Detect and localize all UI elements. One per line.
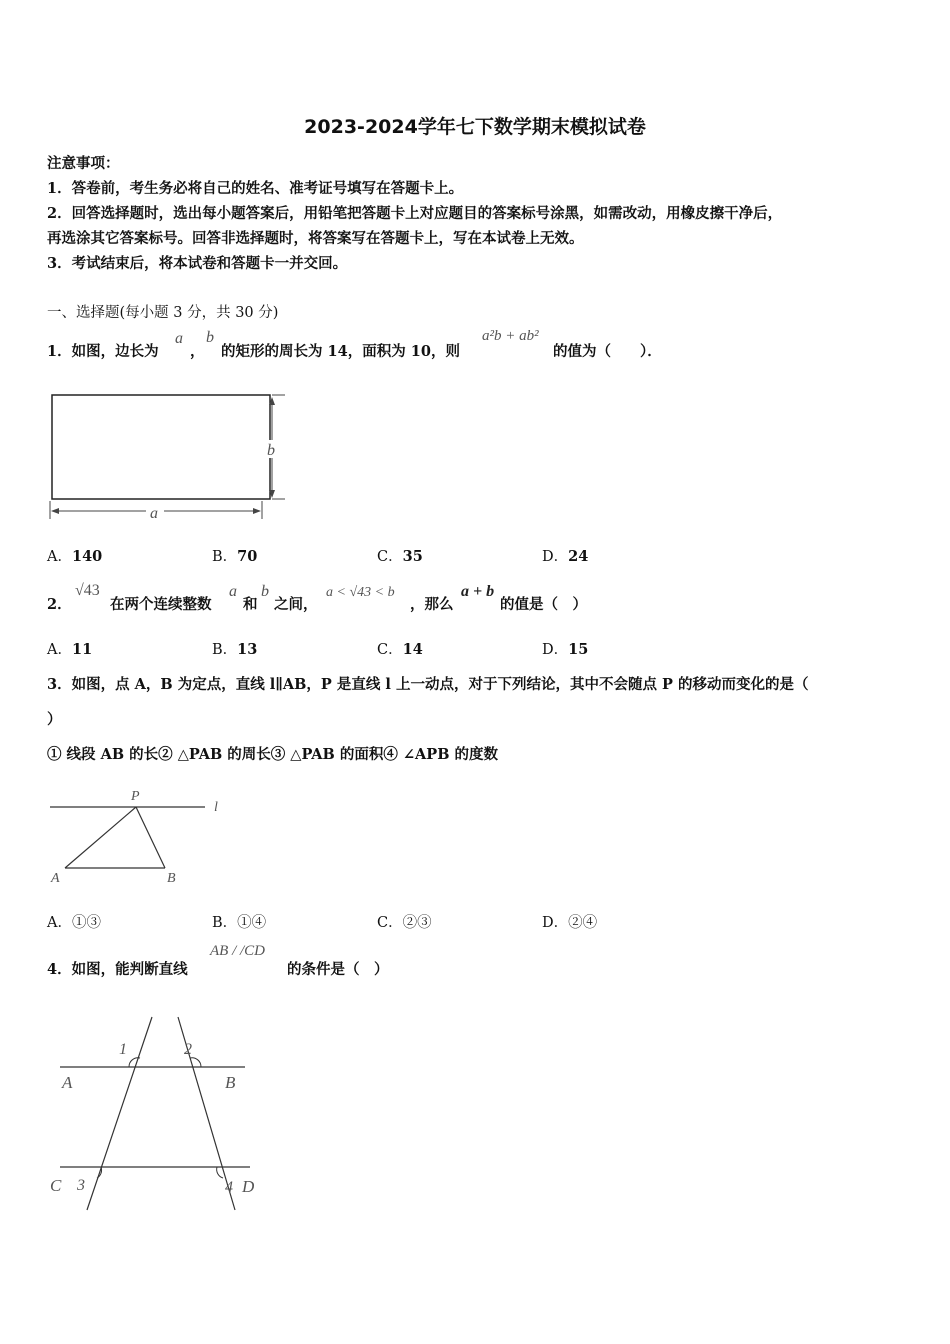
q3-line-2: ） xyxy=(47,711,62,728)
q2-text-part-2: 之间， xyxy=(274,596,318,613)
label-a: A xyxy=(51,871,60,886)
q1-option-b[interactable]: B．70 xyxy=(212,548,258,565)
q1-option-c[interactable]: C．35 xyxy=(377,548,423,565)
point-b-label: B xyxy=(225,1073,236,1092)
q1-option-a[interactable]: A．140 xyxy=(47,548,103,565)
angle-1-label: 1 xyxy=(119,1041,127,1058)
notice-item-1: 1．答卷前，考生务必将自己的姓名、准考证号填写在答题卡上。 xyxy=(47,180,464,197)
angle-4-label: 4 xyxy=(225,1179,233,1196)
q1-comma: ， xyxy=(190,343,205,360)
q1-expression: a²b + ab² xyxy=(482,328,539,344)
q2-option-d[interactable]: D．15 xyxy=(542,641,589,658)
q4-text-part-1: 4．如图，能判断直线 xyxy=(47,961,188,978)
q2-var-a: a xyxy=(229,583,237,600)
section-heading: 一、选择题(每小题 3 分，共 30 分) xyxy=(47,305,279,321)
notice-heading: 注意事项： xyxy=(47,155,120,172)
q2-var-b: b xyxy=(261,583,269,600)
q3-statements: ① 线段 AB 的长② △PAB 的周长③ △PAB 的面积④ ∠APB 的度数 xyxy=(47,746,499,763)
q1-var-a: a xyxy=(175,330,183,347)
q1-text-part-3: 的值为（ ）． xyxy=(553,343,662,360)
angle-3-label: 3 xyxy=(77,1177,85,1194)
q3-line-1: 3．如图，点 A，B 为定点，直线 l∥AB，P 是直线 l 上一动点，对于下列结论，其中不会随点 P 的移动而变化的是（ xyxy=(47,676,809,693)
point-a-label: A xyxy=(62,1073,73,1092)
notice-item-2-line-1: 2．回答选择题时，选出每小题答案后，用铅笔把答题卡上对应题目的答案标号涂黑，如需改动，用橡皮擦干净后， xyxy=(47,205,783,222)
q2-sqrt-43: √43 xyxy=(75,582,100,599)
q2-option-c[interactable]: C．14 xyxy=(377,641,423,658)
q1-text-part-2: 的矩形的周长为 14，面积为 10，则 xyxy=(221,343,460,360)
q1-var-b: b xyxy=(206,329,214,346)
q2-inequality: a < √43 < b xyxy=(326,585,395,600)
q2-text-part-1: 在两个连续整数 xyxy=(110,596,212,613)
q4-text-part-2: 的条件是（ ） xyxy=(287,961,389,978)
q2-text-part-3: ，那么 xyxy=(410,596,454,613)
q3-option-a[interactable]: A．①③ xyxy=(47,915,101,931)
q4-lines-figure xyxy=(45,1012,275,1217)
q2-option-b[interactable]: B．13 xyxy=(212,641,258,658)
label-a: a xyxy=(150,505,158,522)
point-c-label: C xyxy=(50,1176,62,1195)
q1-rectangle-figure xyxy=(40,385,290,525)
q1-text-part-1: 1．如图，边长为 xyxy=(47,343,159,360)
q2-number: 2． xyxy=(47,596,72,613)
q2-option-a[interactable]: A．11 xyxy=(47,641,93,658)
point-d-label: D xyxy=(242,1177,255,1196)
q3-option-b[interactable]: B．①④ xyxy=(212,915,267,931)
label-b: B xyxy=(167,871,176,886)
q4-expression: AB / /CD xyxy=(210,943,265,959)
notice-item-2-line-2: 再选涂其它答案标号。回答非选择题时，将答案写在答题卡上，写在本试卷上无效。 xyxy=(47,230,584,247)
q2-sum: a + b xyxy=(461,583,495,600)
q3-triangle-figure xyxy=(40,785,240,890)
notice-item-3: 3．考试结束后，将本试卷和答题卡一并交回。 xyxy=(47,255,348,272)
q2-and: 和 xyxy=(243,596,258,613)
q3-option-c[interactable]: C．②③ xyxy=(377,915,432,931)
page-title: 2023-2024学年七下数学期末模拟试卷 xyxy=(304,116,646,138)
label-p: P xyxy=(131,789,140,804)
q1-option-d[interactable]: D．24 xyxy=(542,548,589,565)
label-l: l xyxy=(214,800,218,815)
q2-text-part-4: 的值是（ ） xyxy=(500,596,587,613)
angle-2-label: 2 xyxy=(184,1041,192,1058)
label-b: b xyxy=(267,442,275,459)
q3-option-d[interactable]: D．②④ xyxy=(542,915,598,931)
rectangle xyxy=(52,395,270,499)
